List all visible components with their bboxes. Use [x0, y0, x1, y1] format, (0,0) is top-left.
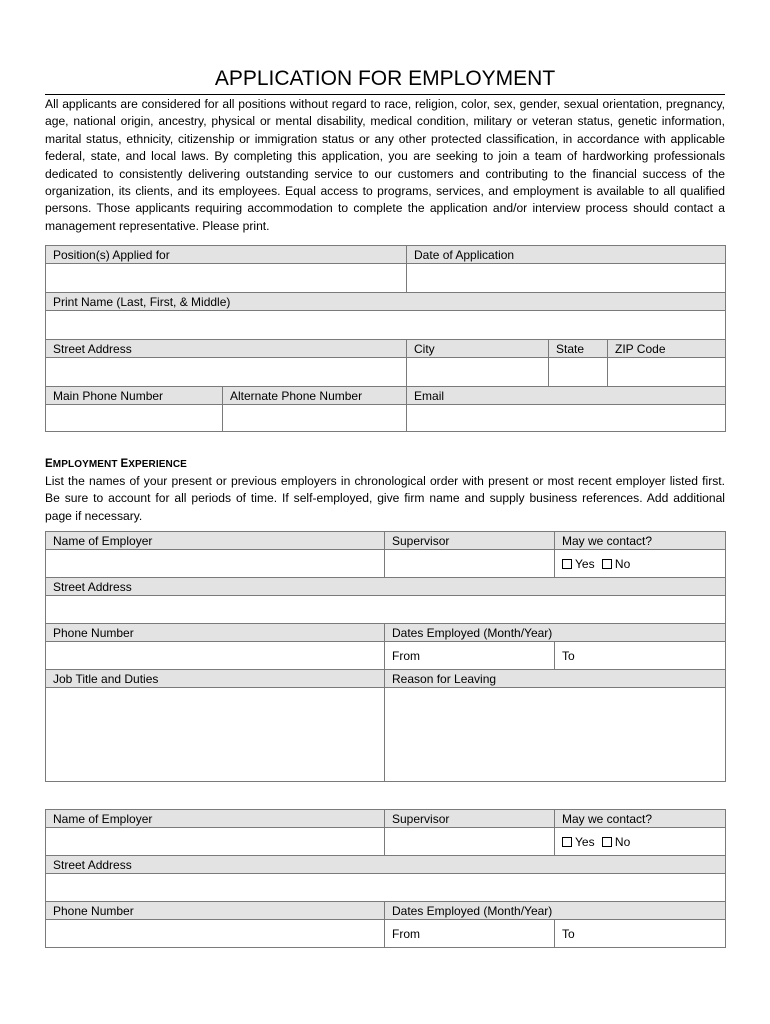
employer-street-field[interactable] — [46, 596, 726, 624]
dates-employed-label: Dates Employed (Month/Year) — [385, 624, 726, 642]
to-field[interactable]: To — [555, 920, 726, 948]
to-field[interactable]: To — [555, 642, 726, 670]
intro-paragraph: All applicants are considered for all positions without regard to race, religion, color, sex, gender, sexual orientation, pregnancy, age, national origin, ancestry, physical or mental disability, medical condition, military or veteran status, genetic information, marital status, ethnicity, citizenship or immigration status or any other protected classification, in accordance with applicable federal, state, and local laws. By completing this application, you are seeking to join a team of hardworking professionals dedicated to consistently delivering outstanding service to our customers and contributing to the financial success of the organization, its clients, and its employees. Equal access to programs, services, and employment is available to all qualified persons. Those applicants requiring accommodation to complete the application and/or interview process should contact a management representative. Please print. — [45, 97, 725, 233]
name-field[interactable] — [46, 311, 726, 340]
yes-label: Yes — [575, 556, 595, 571]
employer-name-label: Name of Employer — [46, 810, 385, 828]
state-label: State — [549, 340, 608, 358]
yes-label: Yes — [575, 834, 595, 849]
state-field[interactable] — [549, 358, 608, 387]
page-title: APPLICATION FOR EMPLOYMENT — [214, 67, 556, 90]
main-phone-label: Main Phone Number — [46, 387, 223, 405]
alt-phone-label: Alternate Phone Number — [223, 387, 407, 405]
no-label: No — [614, 556, 631, 571]
employer-table-1 — [45, 531, 726, 782]
no-checkbox[interactable] — [602, 559, 612, 569]
employer-street-field[interactable] — [46, 874, 726, 902]
street-field[interactable] — [46, 358, 407, 387]
employer-phone-label: Phone Number — [46, 902, 385, 920]
no-checkbox[interactable] — [602, 837, 612, 847]
job-title-label: Job Title and Duties — [46, 670, 385, 688]
zip-label: ZIP Code — [608, 340, 726, 358]
employer-name-field[interactable] — [46, 550, 385, 578]
city-field[interactable] — [407, 358, 549, 387]
reason-label: Reason for Leaving — [385, 670, 726, 688]
alt-phone-field[interactable] — [223, 405, 407, 432]
employer-street-label: Street Address — [46, 578, 726, 596]
contact-options — [555, 550, 726, 578]
supervisor-field[interactable] — [385, 828, 555, 856]
employer-table-2 — [45, 809, 726, 948]
personal-info-table — [45, 245, 726, 432]
employer-phone-field[interactable] — [46, 920, 385, 948]
from-field[interactable]: From — [385, 642, 555, 670]
contact-label: May we contact? — [555, 532, 726, 550]
yes-checkbox[interactable] — [562, 837, 572, 847]
position-field[interactable] — [46, 264, 407, 293]
employer-name-label: Name of Employer — [46, 532, 385, 550]
name-label: Print Name (Last, First, & Middle) — [46, 293, 726, 311]
supervisor-label: Supervisor — [385, 810, 555, 828]
street-label: Street Address — [46, 340, 407, 358]
date-field[interactable] — [407, 264, 726, 293]
job-title-field[interactable] — [46, 688, 385, 782]
zip-field[interactable] — [608, 358, 726, 387]
employment-experience-heading: EMPLOYMENT EXPERIENCE — [45, 458, 187, 470]
experience-instructions: List the names of your present or previous employers in chronological order with present or most recent employer listed first. Be sure to account for all periods of time. If self-employed, give firm name and supply business references. Add additional page if necessary. — [45, 474, 725, 523]
position-label: Position(s) Applied for — [46, 246, 407, 264]
employer-phone-label: Phone Number — [46, 624, 385, 642]
no-label: No — [614, 834, 631, 849]
city-label: City — [407, 340, 549, 358]
main-phone-field[interactable] — [46, 405, 223, 432]
email-label: Email — [407, 387, 726, 405]
contact-options — [555, 828, 726, 856]
dates-employed-label: Dates Employed (Month/Year) — [385, 902, 726, 920]
employer-name-field[interactable] — [46, 828, 385, 856]
reason-field[interactable] — [385, 688, 726, 782]
title-rule — [45, 94, 725, 95]
contact-label: May we contact? — [555, 810, 726, 828]
supervisor-label: Supervisor — [385, 532, 555, 550]
supervisor-field[interactable] — [385, 550, 555, 578]
date-label: Date of Application — [407, 246, 726, 264]
email-field[interactable] — [407, 405, 726, 432]
yes-checkbox[interactable] — [562, 559, 572, 569]
from-field[interactable]: From — [385, 920, 555, 948]
employer-phone-field[interactable] — [46, 642, 385, 670]
employer-street-label: Street Address — [46, 856, 726, 874]
